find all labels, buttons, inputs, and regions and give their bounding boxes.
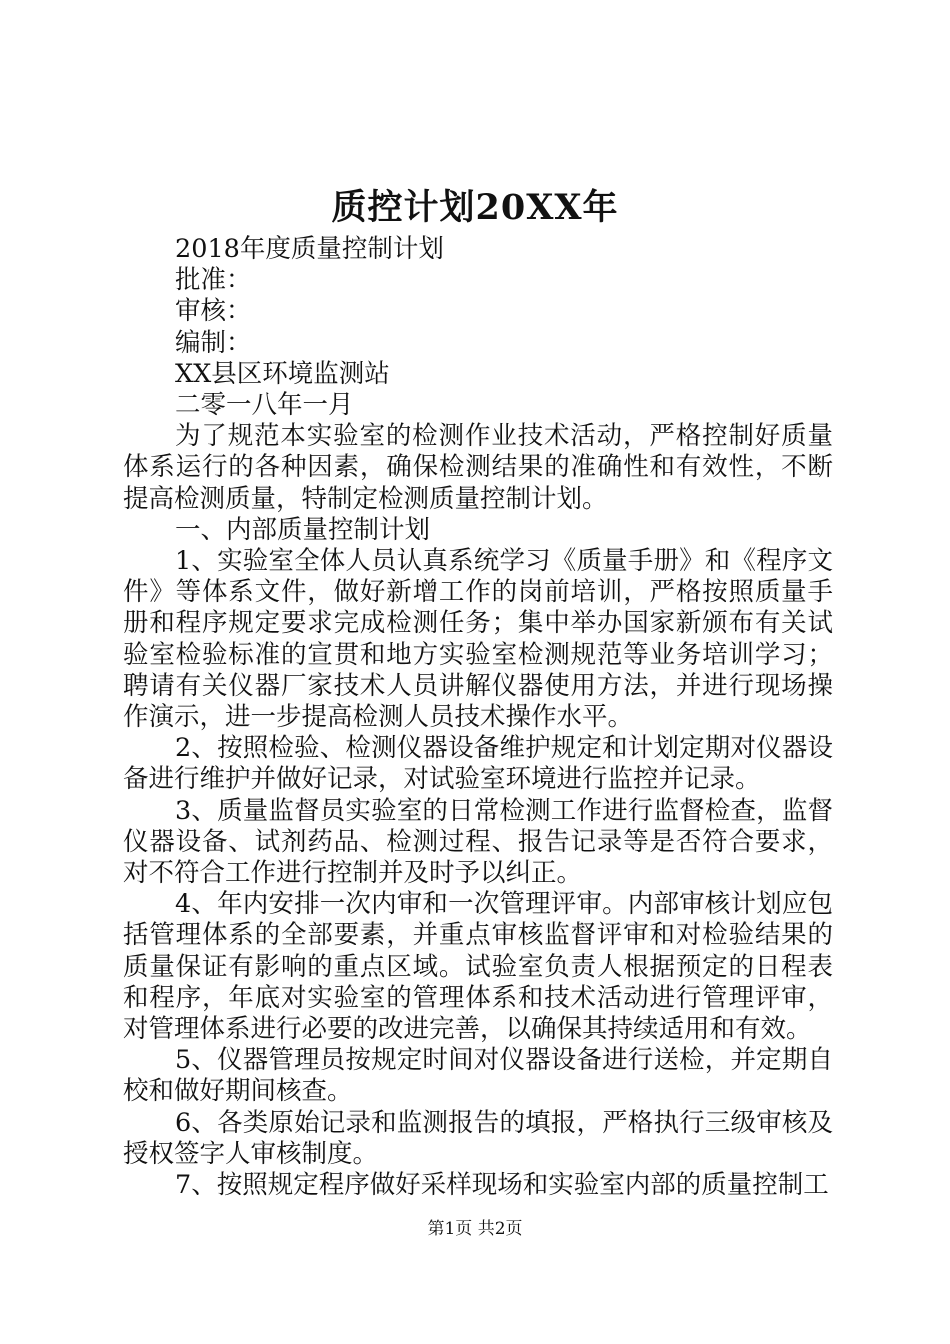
list-item-4: 4、年内安排一次内审和一次管理评审。内部审核计划应包括管理体系的全部要素，并重点审核监督评审和对检验结果的质量保证有影响的重点区域。试验室负责人根据预定的日程表和程序，年底对实验室的管理体系和技术活动进行管理评审，对管理体系进行必要的改进完善，以确保其持续适用和有效。 [123, 889, 833, 1045]
page-footer: 第1页 共2页 [427, 1219, 523, 1239]
paragraph-approval: 批准： [175, 265, 252, 296]
paragraph-plan-name: 2018年度质量控制计划 [175, 234, 444, 264]
list-item-3: 3、质量监督员实验室的日常检测工作进行监督检查，监督仪器设备、试剂药品、检测过程、报告记录等是否符合要求，对不符合工作进行控制并及时予以纠正。 [123, 795, 833, 889]
paragraph-compiled: 编制： [175, 327, 252, 358]
paragraph-organization: XX县区环境监测站 [175, 358, 390, 389]
paragraph-date: 二零一八年一月 [175, 390, 354, 421]
list-item-6: 6、各类原始记录和监测报告的填报，严格执行三级审核及授权签字人审核制度。 [123, 1107, 833, 1169]
list-item-1: 1、实验室全体人员认真系统学习《质量手册》和《程序文件》等体系文件，做好新增工作的岗前培训，严格按照质量手册和程序规定要求完成检测任务；集中举办国家新颁布有关试验室检验标准的宣贯和地方实验室检测规范等业务培训学习；聘请有关仪器厂家技术人员讲解仪器使用方法，并进行现场操作演示，进一步提高检测人员技术操作水平。 [123, 546, 833, 733]
paragraph-review: 审核： [175, 296, 252, 327]
list-item-7: 7、按照规定程序做好采样现场和实验室内部的质量控制工 [175, 1170, 829, 1201]
list-item-5: 5、仪器管理员按规定时间对仪器设备进行送检，并定期自校和做好期间核查。 [123, 1045, 833, 1107]
paragraph-intro: 为了规范本实验室的检测作业技术活动，严格控制好质量体系运行的各种因素，确保检测结果的准确性和有效性，不断提高检测质量，特制定检测质量控制计划。 [123, 421, 833, 514]
section-heading-internal-qc: 一、内部质量控制计划 [175, 514, 431, 545]
list-item-2: 2、按照检验、检测仪器设备维护规定和计划定期对仪器设备进行维护并做好记录，对试验室环境进行监控并记录。 [123, 733, 833, 795]
document-title: 质控计划20XX年 [331, 187, 619, 228]
document-body [123, 234, 833, 1201]
